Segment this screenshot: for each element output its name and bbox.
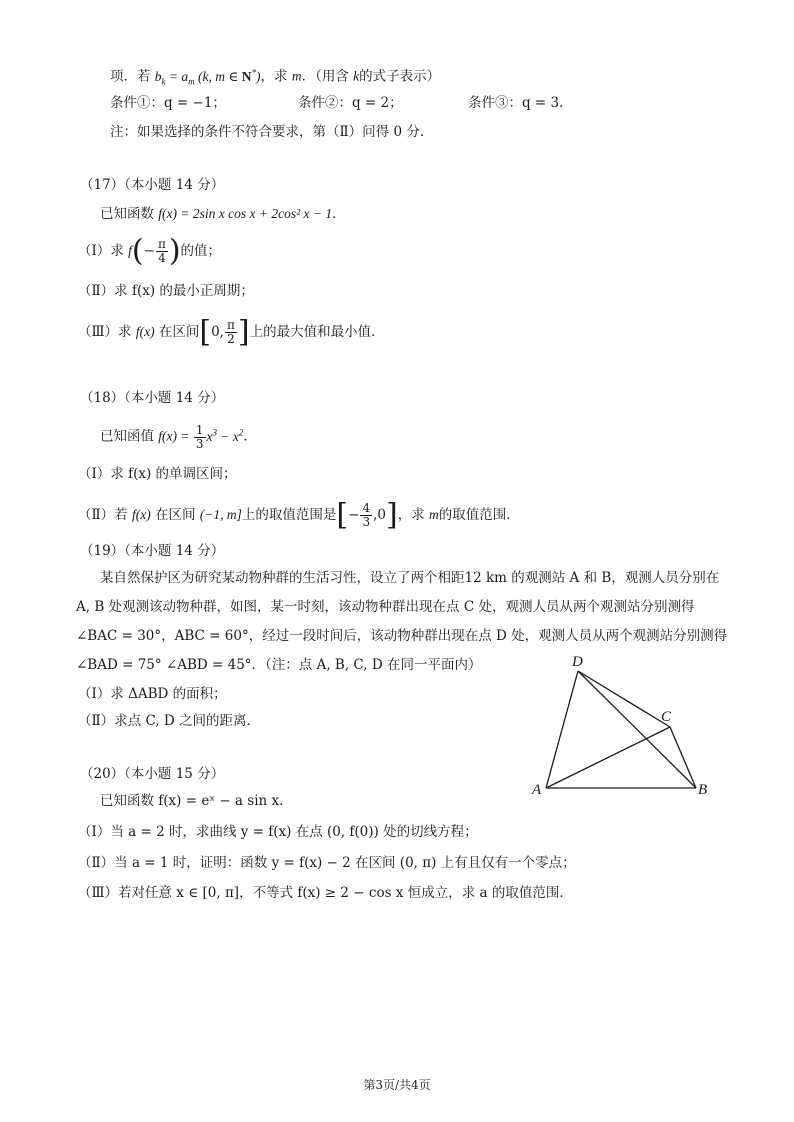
text-span: 的式子表示） [359, 68, 441, 85]
math-span: $b_k = a_m$ (k, m ∈ N*) [154, 67, 261, 87]
math-span: $x^3 - x^2$ [206, 427, 244, 444]
triangle-figure [520, 648, 720, 798]
text-span: 的取值范围． [438, 507, 520, 523]
math-span: − [143, 243, 155, 259]
fraction: $\frac{\pi}{2}$ [226, 318, 235, 346]
text-span: 上的最大值和最小值． [249, 324, 385, 340]
question-18-stem: 已知函值 f(x) = $\frac{1}{3}$ $x^3 - x^2$． [100, 422, 257, 451]
page-footer: 第3页/共4页 [363, 1078, 431, 1092]
label-D: D [572, 654, 583, 670]
text-span: （Ⅲ）求 [78, 324, 132, 340]
text-span: 在区间 [155, 507, 196, 523]
question-19-line-2: A, B 处观测该动物种群，如图，某一时刻，该动物种群出现在点 C 处，观测人员从两个观测站分别测得 [76, 599, 695, 615]
math-span: k [353, 68, 360, 84]
question-20-stem: 已知函数 f(x) = eˣ − a sin x． [100, 793, 293, 809]
fraction: $\frac{1}{3}$ [195, 422, 204, 451]
text-span: 已知函值 [100, 428, 154, 445]
question-19-line-3: ∠BAC = 30°，ABC = 60°，经过一段时间后，该动物种群出现在点 D 处，观测人员从两个观测站分别测得 [76, 628, 728, 644]
question-17-part-2: （Ⅱ）求 f(x) 的最小正周期； [78, 283, 254, 299]
bracket-right: ] [237, 314, 250, 350]
paren-right: ) [168, 233, 181, 269]
math-span: m [291, 68, 302, 84]
question-17-stem: 已知函数 f(x) = 2sin x cos x + 2cos² x − 1． [100, 206, 346, 222]
condition-1: 条件①：q = −1； [110, 95, 226, 111]
math-span: (−1, m] [199, 507, 242, 522]
math-span: 0, [211, 324, 224, 340]
question-18-part-1: （Ⅰ）求 f(x) 的单调区间； [78, 466, 237, 482]
math-span: − [348, 507, 360, 523]
label-A: A [532, 782, 542, 798]
math-span: f [128, 243, 132, 258]
question-17-header: （17）（本小题 14 分） [80, 177, 225, 193]
segment-DB [578, 671, 696, 788]
text-span: 上的取值范围是 [241, 507, 337, 523]
question-19-part-2: （Ⅱ）求点 C, D 之间的距离． [78, 713, 261, 729]
question-20-part-3: （Ⅲ）若对任意 x ∈ [0, π]，不等式 f(x) ≥ 2 − cos x 恒成立，求 a 的取值范围． [78, 885, 573, 901]
bracket-left: [ [336, 497, 349, 533]
label-B: B [698, 782, 708, 798]
math-span: f(x) = [158, 428, 193, 444]
segment-AD [546, 671, 578, 788]
segment-AC [546, 727, 670, 788]
condition-3: 条件③：q = 3． [468, 95, 573, 111]
paren-left: ( [131, 233, 144, 269]
fraction: $\frac{\pi}{4}$ [157, 237, 166, 265]
question-17-part-3 [78, 314, 385, 350]
question-19-header: （19）（本小题 14 分） [80, 543, 225, 559]
question-17-part-1 [78, 233, 222, 269]
question-18-part-2 [78, 497, 520, 533]
text-span: （Ⅰ）求 [78, 243, 124, 259]
text-span: 已知函数 [100, 206, 154, 222]
text-span: 的值； [180, 243, 222, 259]
math-span: m [429, 507, 439, 522]
text-span: 项．若 [110, 68, 151, 85]
bracket-left: [ [199, 314, 212, 350]
math-span: f(x) [131, 507, 151, 522]
segment-CB [670, 727, 696, 788]
note-line: 注：如果选择的条件不符合要求，第（Ⅱ）问得 0 分． [110, 124, 434, 140]
condition-2: 条件②：q = 2； [298, 95, 403, 111]
text-line [110, 62, 440, 91]
text-span: ，求 [260, 68, 288, 85]
bracket-right: ] [385, 497, 398, 533]
question-19-part-1: （Ⅰ）求 ΔABD 的面积； [78, 686, 227, 702]
math-span: f(x) = 2sin x cos x + 2cos² x − 1 [158, 206, 333, 221]
label-C: C [661, 709, 672, 725]
text-span: ，求 [397, 507, 425, 523]
question-20-part-2: （Ⅱ）当 a = 1 时，证明：函数 y = f(x) − 2 在区间 (0, π) 上有且仅有一个零点； [78, 855, 576, 871]
text-span: （Ⅱ）若 [78, 507, 128, 523]
segment-DC [578, 671, 670, 727]
question-18-header: （18）（本小题 14 分） [80, 390, 225, 406]
question-19-line-4: ∠BAD = 75° ∠ABD = 45°．（注：点 A, B, C, D 在同一平面内） [76, 657, 482, 673]
fraction: $\frac{4}{3}$ [362, 501, 371, 529]
math-span: ,0 [373, 507, 386, 523]
text-span: 在区间 [158, 324, 200, 340]
question-19-line-1: 某自然保护区为研究某动物种群的生活习性，设立了两个相距12 km 的观测站 A 和 B，观测人员分别在 [100, 570, 720, 586]
question-20-part-1: （Ⅰ）当 a = 2 时，求曲线 y = f(x) 在点 (0, f(0)) 处的切线方程； [78, 824, 478, 840]
question-20-header: （20）（本小题 15 分） [80, 766, 225, 782]
text-span: ．（用含 [301, 68, 349, 85]
math-span: f(x) [135, 324, 155, 339]
